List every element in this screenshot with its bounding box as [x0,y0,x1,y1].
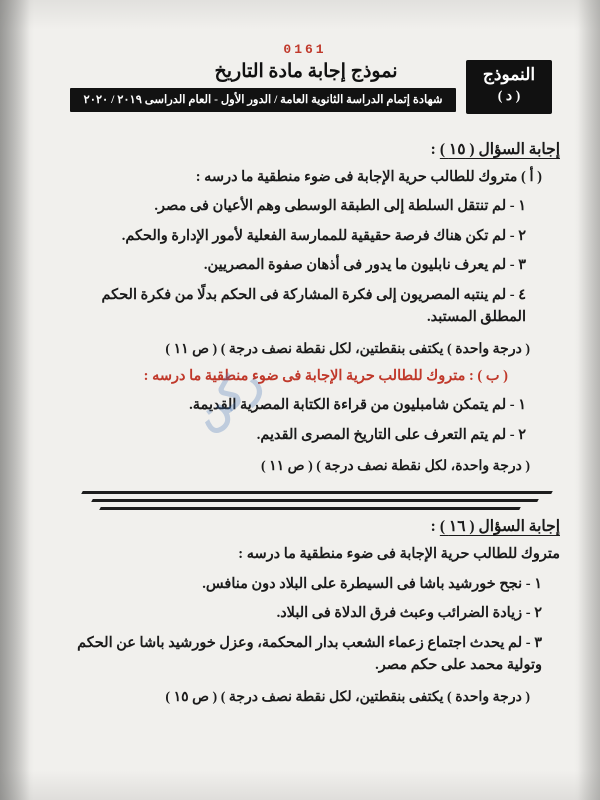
model-badge [466,60,552,114]
answer-15-part-a-item-3: ٣ - لم يعرف نابليون ما يدور فى أذهان صفوة المصريين. [203,257,526,274]
answer-16-item-1: ١ - نجح خورشيد باشا فى السيطرة على البلاد دون منافس. [202,575,542,592]
answers-body [60,136,560,710]
answer-15-part-b-label: ( ب ) : متروك للطالب حرية الإجابة فى ضوء منطقية ما درسه : [143,367,508,384]
answer-15-part-a-item-4: ٤ - لم ينتبه المصريون إلى فكرة المشاركة فى الحكم بدلًا من فكرة الحكم المطلق المستبد. [101,286,526,326]
answer-heading-15-text: إجابة السؤال ( ١٥ ) [439,141,560,158]
answer-16-grade: ( درجة واحدة ) يكتفى بنقطتين، لكل نقطة نصف درجة ) ( ص ١٥ ) [165,689,530,705]
answer-15-part-b-grade: ( درجة واحدة، لكل نقطة نصف درجة ) ( ص ١١ ) [260,459,530,475]
answer-heading-16-text: إجابة السؤال ( ١٦ ) [439,518,560,536]
page-title: نموذج إجابة مادة التاريخ [214,61,398,82]
model-badge-title: النموذج [482,65,536,84]
answer-heading-15 [60,140,560,159]
watermark-text: ركن [183,355,270,438]
section-divider [60,489,560,511]
answer-16-label: متروك للطالب حرية الإجابة فى ضوء منطقية ما درسه : [238,546,560,563]
answer-heading-16 [60,517,560,536]
document-header [70,58,552,120]
page-right-shadow [578,0,600,800]
answer-16-item-2: ٢ - زيادة الضرائب وعبث فرق الدلاة فى البلاد. [276,605,542,622]
serial-number: 0161 [283,42,327,57]
answer-16-item-3: ٣ - لم يحدث اجتماع زعماء الشعب بدار المحكمة، وعزل خورشيد باشا عن الحكم وتولية محمد على حكم مصر. [77,634,542,674]
answer-15-part-a-grade: ( درجة واحدة ) يكتفى بنقطتين، لكل نقطة نصف درجة ) ( ص ١١ ) [165,341,530,357]
page-content [40,0,570,800]
page-subtitle: شهادة إتمام الدراسة الثانوية العامة / الدور الأول - العام الدراسى ٢٠١٩ / ٢٠٢٠ [70,88,456,112]
answer-15-part-a-item-1: ١ - لم تنتقل السلطة إلى الطبقة الوسطى وهم الأعيان فى مصر. [154,198,526,215]
answer-15-part-b-item-2: ٢ - لم يتم التعرف على التاريخ المصرى القديم. [256,426,526,443]
answer-15-part-a-item-2: ٢ - لم تكن هناك فرصة حقيقية للممارسة الفعلية لأمور الإدارة والحكم. [121,227,526,244]
answer-heading-15-colon: : [430,141,436,158]
answer-heading-16-colon: : [430,518,436,536]
page-left-shadow [0,0,30,800]
answer-15-part-a-label: ( أ ) متروك للطالب حرية الإجابة فى ضوء منطقية ما درسه : [195,169,542,185]
model-badge-letter: ( د ) [497,89,521,104]
answer-15-part-b-item-1: ١ - لم يتمكن شامبليون من قراءة الكتابة المصرية القديمة. [189,397,526,414]
